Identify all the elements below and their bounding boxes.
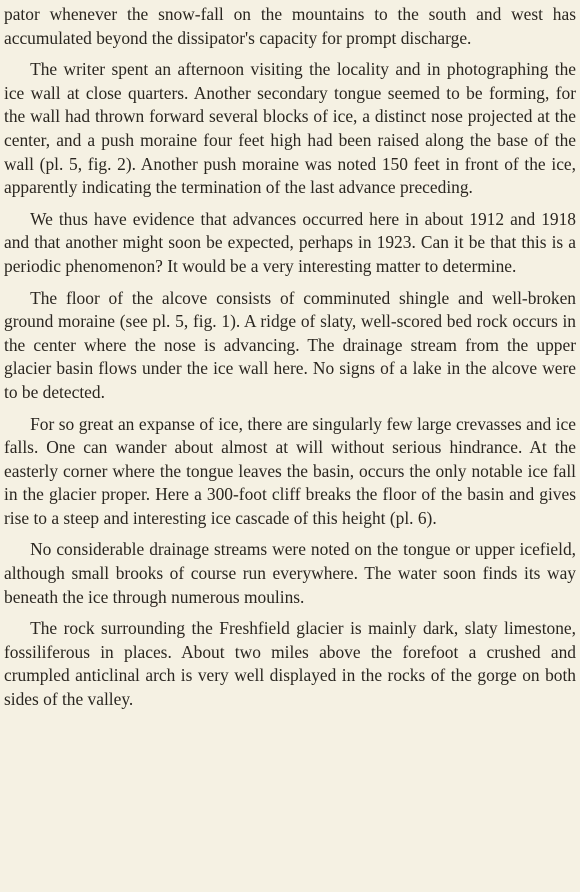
paragraph-continuation: pator whenever the snow-fall on the mountains to the south and west has accumulated beyond the dissipator's capacity for prompt discharge. <box>4 4 576 48</box>
paragraph-ice-wall: The writer spent an afternoon visiting the locality and in photographing the ice wall at close quarters. Another secondary tongue seemed to be forming, for the wall had thrown forward several blocks of ice, a distinct nose projected at the center, and a push moraine four feet high had been raised along the base of the wall (pl. 5, fig. 2). Another push moraine was noted 150 feet in front of the ice, apparently indicating the termination of the last advance preceding. <box>4 59 576 198</box>
paragraph-drainage: No considerable drainage streams were noted on the tongue or upper icefield, although small brooks of course run everywhere. The water soon finds its way beneath the ice through numerous moulins. <box>4 539 576 607</box>
paragraph-rock: The rock surrounding the Freshfield glacier is mainly dark, slaty limestone, fossiliferous in places. About two miles above the forefoot a crushed and crumpled anticlinal arch is very well displayed in the rocks of the gorge on both sides of the valley. <box>4 618 576 710</box>
paragraph-alcove-floor: The floor of the alcove consists of comminuted shingle and well-broken ground moraine (see pl. 5, fig. 1). A ridge of slaty, well-scored bed rock occurs in the center where the nose is advancing. The drainage stream from the upper glacier basin flows under the ice wall here. No signs of a lake in the alcove were to be detected. <box>4 287 576 402</box>
paragraph-advances: We thus have evidence that advances occurred here in about 1912 and 1918 and that another might soon be expected, perhaps in 1923. Can it be that this is a periodic phenomenon? It would be a very interesting matter to determine. <box>4 208 576 276</box>
paragraph-crevasses: For so great an expanse of ice, there are singularly few large crevasses and ice falls. One can wander about almost at will without serious hindrance. At the easterly corner where the tongue leaves the basin, occurs the only notable ice fall in the glacier proper. Here a 300-foot cliff breaks the floor of the basin and gives rise to a steep and interesting ice cascade of this height (pl. 6). <box>4 413 576 528</box>
